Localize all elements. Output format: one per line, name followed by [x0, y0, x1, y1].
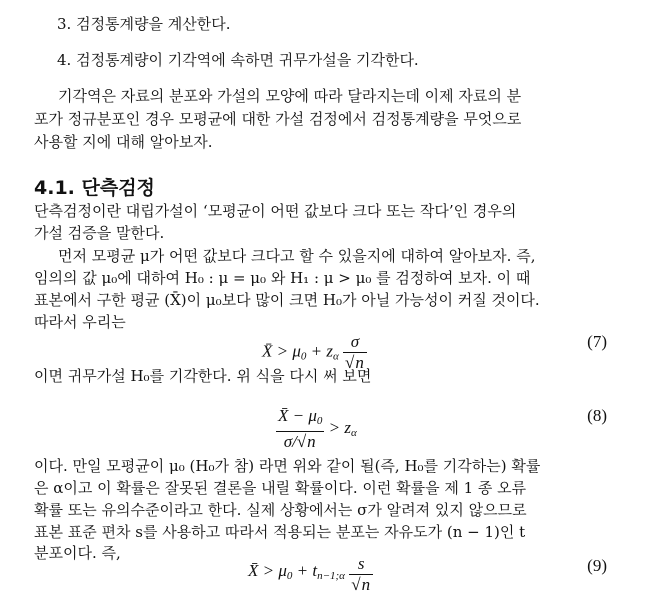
paragraph-1-line-2: 포가 정규분포인 경우 모평균에 대한 가설 검정에서 검정통계량을 무엇으로 [34, 110, 522, 128]
equation-7-lhs: X̄ > μ [262, 341, 301, 361]
paragraph-3-line-4: 표본 표준 편차 s를 사용하고 따라서 적용되는 분포는 자유도가 (n − 1)인 t [34, 523, 526, 541]
paragraph-2-line-4: 임의의 값 μ₀에 대하여 H₀ : μ = μ₀ 와 H₁ : μ > μ₀ 를 검정하여 보자. 이 때 [34, 269, 531, 287]
equation-7-numerator: σ [350, 332, 360, 351]
equation-7-mid: + z [306, 341, 333, 361]
paragraph-2-line-2: 가설 검증을 말한다. [34, 224, 165, 242]
paragraph-2-line-1: 단측검정이란 대립가설이 ‘모평균이 어떤 값보다 크다 또는 작다’인 경우의 [34, 202, 517, 220]
equation-7-sub0: 0 [300, 350, 307, 363]
equation-9-expression [248, 554, 373, 595]
paragraph-1-line-1: 기각역은 자료의 분포와 가설의 모양에 따라 달라지는데 이제 자료의 분 [58, 87, 522, 105]
equation-9-radicand: n [361, 575, 371, 594]
paragraph-3-line-5: 분포이다. 즉, [34, 544, 121, 562]
equation-8-rhs: > z [324, 417, 351, 437]
paragraph-3-line-1: 이다. 만일 모평균이 μ₀ (H₀가 참) 라면 위와 같이 될(즉, H₀를 기각하는) 확률 [34, 457, 541, 475]
equation-9-subt: n−1;α [317, 570, 345, 582]
paragraph-3-line-3: 확률 또는 유의수준이라고 한다. 실제 상황에서는 σ가 알려져 있지 않으므로 [34, 501, 527, 519]
line-after-eq7: 이면 귀무가설 H₀를 기각한다. 위 식을 다시 써 보면 [34, 367, 372, 385]
sqrt-icon: √n [345, 353, 364, 372]
list-item-3: 3. 검정통계량을 계산한다. [57, 15, 231, 33]
sqrt-icon: √n [296, 432, 316, 451]
sqrt-icon: √n [351, 575, 371, 594]
equation-8-den-pre: σ/ [283, 432, 297, 451]
section-heading: 4.1. 단측검정 [34, 177, 155, 199]
paragraph-1-line-3: 사용할 지에 대해 알아보자. [34, 133, 213, 151]
equation-8 [0, 392, 651, 451]
equation-7-radicand: n [355, 353, 364, 372]
equation-8-denominator [276, 431, 324, 452]
equation-9-label: (9) [587, 556, 607, 575]
equation-9-sub0: 0 [286, 570, 293, 582]
paragraph-2-line-6: 따라서 우리는 [34, 313, 126, 331]
equation-8-fraction [276, 406, 324, 452]
paragraph-2-line-3: 먼저 모평균 μ가 어떤 값보다 크다고 할 수 있을지에 대하여 알아보자. 즉, [58, 247, 536, 265]
equation-8-label: (8) [587, 406, 607, 425]
equation-8-radicand: n [307, 432, 316, 451]
equation-8-numerator [276, 406, 324, 431]
equation-9-fraction [349, 554, 373, 595]
equation-9-mid: + t [292, 561, 318, 580]
equation-8-num-sub: 0 [316, 415, 323, 427]
list-item-4: 4. 검정통계량이 기각역에 속하면 귀무가설을 기각한다. [57, 51, 419, 69]
equation-9-denominator [349, 574, 373, 595]
equation-7 [0, 320, 651, 372]
paragraph-2-line-5: 표본에서 구한 평균 (X̄)이 μ₀보다 많이 크면 H₀가 아닐 가능성이 커질 것이다. [34, 291, 540, 309]
equation-9-lhs: X̄ > μ [248, 561, 287, 580]
paragraph-3-line-2: 은 α이고 이 확률은 잘못된 결론을 내릴 확률이다. 이런 확률을 제 1 종 오류 [34, 479, 527, 497]
equation-9-numerator: s [357, 554, 365, 573]
equation-8-num-text: X̄ − μ [278, 406, 317, 425]
equation-7-subalpha: α [332, 350, 339, 363]
equation-7-label: (7) [587, 332, 607, 351]
equation-8-subalpha: α [350, 426, 357, 439]
equation-9 [0, 548, 651, 594]
equation-8-expression [276, 406, 357, 452]
